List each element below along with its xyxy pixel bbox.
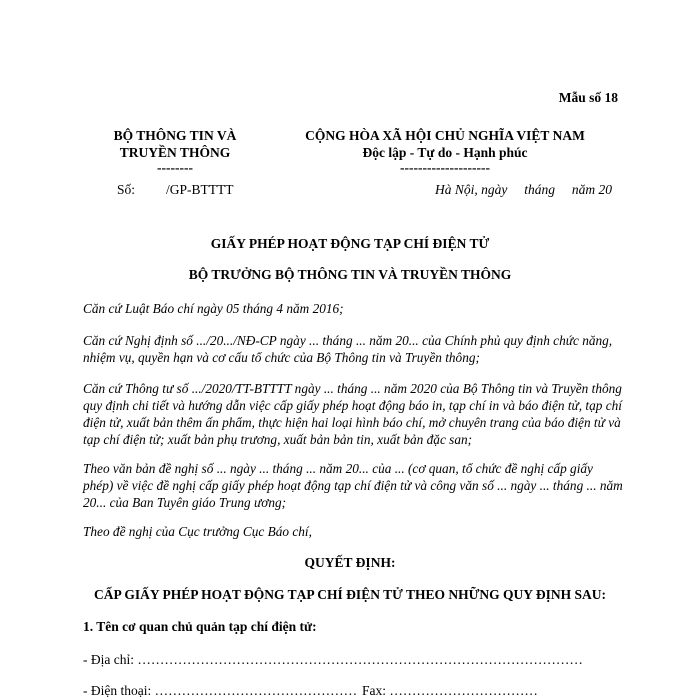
- place-date: Hà Nội, ngày tháng năm 20: [435, 182, 612, 197]
- form-number: Mẫu số 18: [558, 90, 618, 105]
- decision-subheading: CẤP GIẤY PHÉP HOẠT ĐỘNG TẠP CHÍ ĐIỆN TỬ THEO NHỮNG QUY ĐỊNH SAU:: [94, 587, 606, 602]
- document-number-label: Số:: [117, 182, 136, 197]
- ministry-name-line1: BỘ THÔNG TIN VÀ: [113, 128, 237, 143]
- decision-heading: QUYẾT ĐỊNH:: [304, 555, 396, 570]
- recital-circular: Căn cứ Thông tư số .../2020/TT-BTTTT ngày ... tháng ... năm 2020 của Bộ Thông tin và Truyền thông quy định chi tiết và hướng dẫn việc cấp giấy phép hoạt động báo in, tạp chí in và báo điện tử, tạp chí điện tử, xuất bản thêm ấn phẩm, thực hiện hai loại hình báo chí, mở chuyên trang của báo điện tử và tạp chí điện tử; xuất bản phụ trương, xuất bản bản tin, xuất bản đặc san;: [83, 381, 622, 447]
- recital-decree: Căn cứ Nghị định số .../20.../NĐ-CP ngày ... tháng ... năm 20... của Chính phủ quy định chức năng, nhiệm vụ, quyền hạn và cơ cấu tổ chức của Bộ Thông tin và Truyền thông;: [83, 333, 613, 365]
- address-field: - Địa chỉ: ………………………………………………………………………………………: [83, 652, 583, 667]
- ministry-divider: --------: [157, 160, 193, 175]
- recital-law: Căn cứ Luật Báo chí ngày 05 tháng 4 năm 2016;: [83, 301, 344, 316]
- republic-name: CỘNG HÒA XÃ HỘI CHỦ NGHĨA VIỆT NAM: [305, 128, 585, 143]
- document-title: GIẤY PHÉP HOẠT ĐỘNG TẠP CHÍ ĐIỆN TỬ: [210, 236, 490, 251]
- recital-request: Theo văn bản đề nghị số ... ngày ... tháng ... năm 20... của ... (cơ quan, tổ chức đề nghị cấp giấy phép) về việc đề nghị cấp giấy phép hoạt động tạp chí điện tử và công văn số ... ngày ... tháng ... năm 20... của Ban Tuyên giáo Trung ương;: [83, 461, 623, 510]
- fax-field: Fax: ……………………………: [362, 683, 538, 698]
- document-number-suffix: /GP-BTTTT: [166, 182, 234, 197]
- recital-proposal: Theo đề nghị của Cục trưởng Cục Báo chí,: [83, 524, 312, 539]
- republic-divider: --------------------: [400, 160, 490, 175]
- ministry-name-line2: TRUYỀN THÔNG: [119, 145, 231, 160]
- issuing-authority: BỘ TRƯỞNG BỘ THÔNG TIN VÀ TRUYỀN THÔNG: [188, 267, 512, 282]
- phone-field: - Điện thoại: ………………………………………: [83, 683, 358, 698]
- section1-title: 1. Tên cơ quan chủ quản tạp chí điện tử:: [83, 619, 317, 634]
- national-motto: Độc lập - Tự do - Hạnh phúc: [362, 145, 528, 160]
